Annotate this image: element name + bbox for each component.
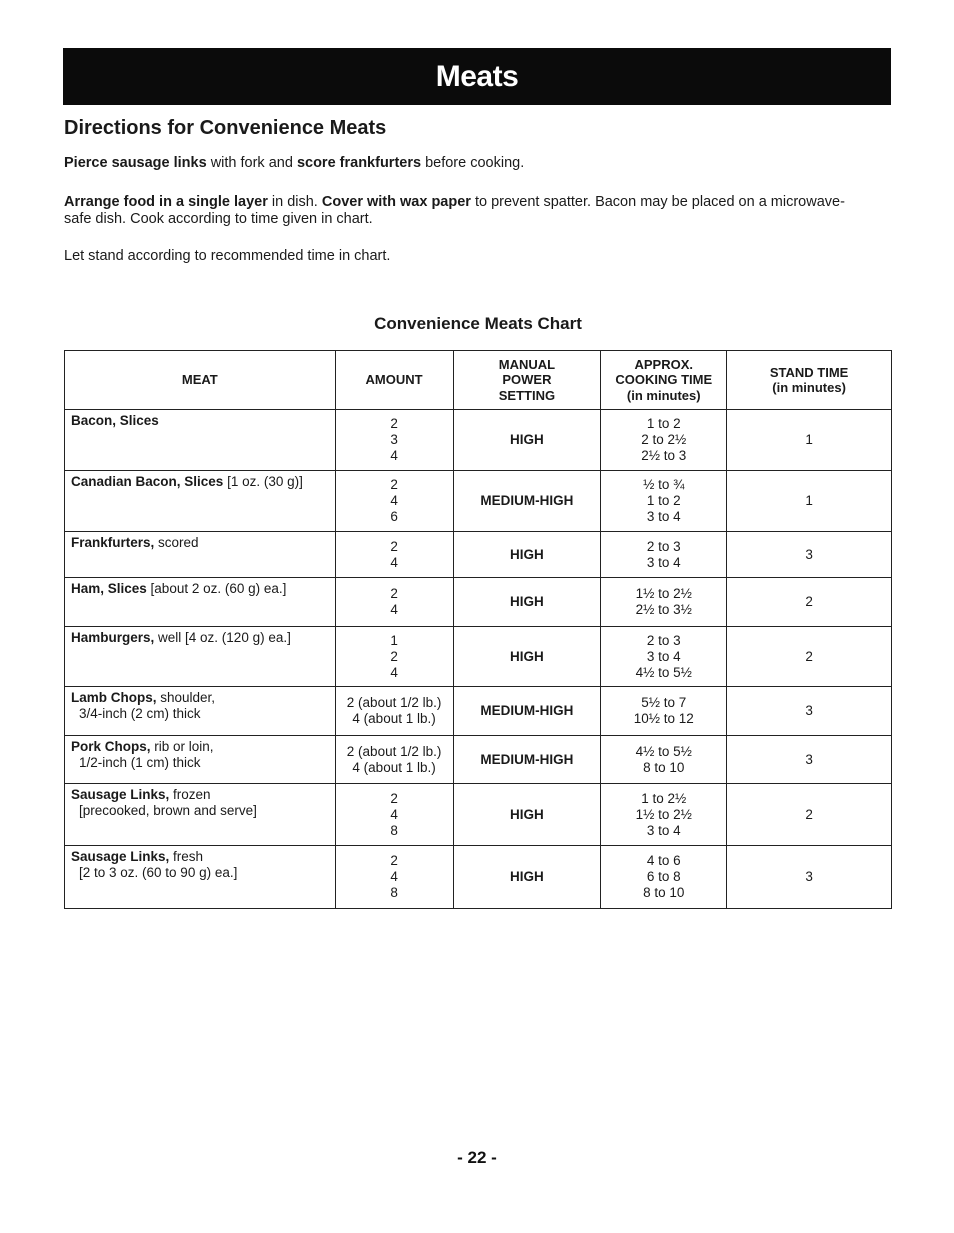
meat-name: Bacon, Slices [71, 413, 159, 428]
amount-value: 2 [390, 538, 398, 554]
cell-cooking-time [601, 471, 727, 532]
cooking-time-value: 6 to 8 [646, 869, 681, 884]
meat-detail-line2: [2 to 3 oz. (60 to 90 g) ea.] [79, 865, 238, 880]
cooking-time-value: 8 to 10 [643, 885, 685, 900]
amount-value: 1 [390, 632, 398, 648]
table-body [65, 410, 892, 909]
cell-cooking-time [601, 627, 727, 687]
amount-value: 4 [390, 664, 398, 680]
amount-value: 4 [390, 806, 398, 822]
cell-stand-time: 1 [727, 410, 892, 471]
meat-detail: [about 2 oz. (60 g) ea.] [146, 581, 287, 596]
cell-power-setting: MEDIUM-HIGH [453, 687, 601, 736]
header-meat [65, 351, 336, 410]
cell-stand-time: 2 [727, 578, 892, 627]
amount-value: 4 (about 1 lb.) [352, 711, 436, 726]
cell-power-setting: HIGH [453, 627, 601, 687]
cell-power-setting: HIGH [453, 578, 601, 627]
amount-value: 2 [390, 853, 398, 868]
cooking-time-value: 2½ to 3 [641, 448, 687, 463]
amount-value: 8 [390, 822, 398, 838]
page-banner-title: Meats [63, 48, 891, 105]
cell-amount [335, 846, 453, 909]
meat-detail: scored [154, 535, 199, 550]
meat-name: Canadian Bacon, Slices [71, 474, 224, 489]
paragraph-pierce [64, 155, 854, 172]
cell-power-setting: HIGH [453, 784, 601, 846]
cell-amount [335, 471, 453, 532]
header-power [453, 351, 601, 410]
header-line: STAND TIME [769, 364, 849, 380]
cooking-time-value: 1½ to 2½ [635, 586, 692, 601]
cell-cooking-time [601, 578, 727, 627]
cooking-time-value: 10½ to 12 [633, 711, 694, 726]
meat-detail: [1 oz. (30 g)] [223, 474, 303, 489]
cell-stand-time: 3 [727, 532, 892, 578]
table-row [65, 532, 892, 578]
cooking-time-value: 4 to 6 [646, 853, 681, 868]
paragraph-stand: Let stand according to recommended time in chart. [64, 248, 391, 264]
paragraph-text: to prevent spatter. Bacon may be placed on a microwave-safe dish. Cook according to time given in chart. [64, 194, 845, 227]
cooking-time-value: 3 to 4 [646, 509, 681, 524]
meat-detail: rib or loin, [150, 739, 214, 754]
cooking-time-value: 8 to 10 [643, 759, 685, 775]
cell-cooking-time [601, 532, 727, 578]
table-row [65, 736, 892, 784]
meat-name: Hamburgers, [71, 630, 155, 645]
paragraph-bold: Cover with wax paper [321, 194, 471, 210]
table-row [65, 784, 892, 846]
cell-amount [335, 578, 453, 627]
cell-stand-time: 3 [727, 687, 892, 736]
amount-value: 8 [390, 885, 398, 900]
amount-value: 2 (about 1/2 lb.) [346, 743, 442, 759]
page-number: - 22 - [457, 1148, 497, 1167]
paragraph-bold: Pierce sausage links [64, 155, 207, 171]
cell-stand-time: 3 [727, 846, 892, 909]
cell-power-setting: MEDIUM-HIGH [453, 736, 601, 784]
cell-meat [65, 410, 336, 471]
table-row [65, 627, 892, 687]
section-heading: Directions for Convenience Meats [64, 117, 387, 139]
amount-value: 4 [390, 448, 398, 463]
meat-detail: well [4 oz. (120 g) ea.] [154, 630, 291, 645]
cooking-time-value: 4½ to 5½ [635, 743, 692, 759]
paragraph-bold: score frankfurters [296, 155, 422, 171]
meat-name: Lamb Chops, [71, 690, 157, 705]
amount-value: 4 [390, 602, 398, 617]
cooking-time-value: 5½ to 7 [641, 695, 687, 710]
amount-value: 4 [390, 869, 398, 884]
cell-amount [335, 687, 453, 736]
meat-name: Frankfurters, [71, 535, 155, 550]
table-row [65, 846, 892, 909]
header-line: POWER [502, 372, 552, 388]
chart-title: Convenience Meats Chart [374, 314, 582, 333]
cooking-time-value: 1 to 2 [646, 493, 681, 508]
table-row [65, 578, 892, 627]
table-row [65, 471, 892, 532]
cell-meat [65, 532, 336, 578]
header-line: MEAT [181, 372, 218, 388]
cell-amount [335, 410, 453, 471]
cooking-time-value: 1 to 2 [646, 416, 681, 431]
amount-value: 2 [390, 477, 398, 492]
amount-value: 2 [390, 586, 398, 601]
cooking-time-value: 4½ to 5½ [635, 664, 692, 680]
cell-stand-time: 1 [727, 471, 892, 532]
cell-stand-time: 3 [727, 736, 892, 784]
cooking-time-value: ½ to ¾ [643, 477, 685, 492]
header-line: (in minutes) [772, 380, 846, 395]
cell-power-setting: MEDIUM-HIGH [453, 471, 601, 532]
meat-name: Sausage Links, [71, 787, 170, 802]
amount-value: 2 [390, 648, 398, 664]
header-line: MANUAL [498, 356, 556, 372]
meat-detail-line2: 3/4-inch (2 cm) thick [79, 706, 201, 721]
meat-name: Sausage Links, [71, 849, 170, 864]
cell-amount [335, 784, 453, 846]
cooking-time-value: 1½ to 2½ [635, 806, 692, 822]
meat-name: Pork Chops, [71, 739, 151, 754]
cell-meat [65, 846, 336, 909]
cell-meat [65, 627, 336, 687]
table-header-row [65, 351, 892, 410]
meat-detail-line2: [precooked, brown and serve] [79, 803, 257, 818]
amount-value: 2 [390, 416, 398, 431]
header-line: APPROX. [634, 356, 694, 372]
cell-meat [65, 471, 336, 532]
cell-meat [65, 687, 336, 736]
cell-stand-time: 2 [727, 784, 892, 846]
meat-detail: shoulder, [156, 690, 216, 705]
table-row [65, 410, 892, 471]
convenience-meats-table [64, 350, 892, 909]
cell-cooking-time [601, 846, 727, 909]
amount-value: 4 [390, 493, 398, 508]
header-line: (in minutes) [626, 387, 701, 403]
amount-value: 3 [390, 432, 398, 447]
cell-power-setting: HIGH [453, 532, 601, 578]
cell-amount [335, 627, 453, 687]
meat-detail: fresh [169, 849, 204, 864]
meat-name: Ham, Slices [71, 581, 147, 596]
paragraph-text: with fork and [206, 155, 297, 171]
amount-value: 6 [390, 509, 398, 524]
cooking-time-value: 3 to 4 [646, 648, 681, 664]
cooking-time-value: 1 to 2½ [641, 790, 687, 806]
meat-detail: frozen [169, 787, 211, 802]
header-cooking-time [601, 351, 727, 410]
cell-cooking-time [601, 736, 727, 784]
amount-value: 2 [390, 790, 398, 806]
header-line: AMOUNT [365, 372, 423, 388]
cell-cooking-time [601, 687, 727, 736]
cooking-time-value: 2 to 2½ [641, 432, 687, 447]
amount-value: 4 (about 1 lb.) [352, 759, 436, 775]
meat-detail-line2: 1/2-inch (1 cm) thick [79, 755, 201, 770]
table-row [65, 687, 892, 736]
cooking-time-value: 3 to 4 [646, 822, 681, 838]
amount-value: 2 (about 1/2 lb.) [346, 695, 442, 710]
cooking-time-value: 3 to 4 [646, 554, 681, 570]
header-amount [335, 351, 453, 410]
cooking-time-value: 2½ to 3½ [635, 602, 692, 617]
paragraph-text: before cooking. [421, 155, 525, 171]
cooking-time-value: 2 to 3 [646, 632, 681, 648]
paragraph-text: in dish. [267, 194, 322, 210]
cell-stand-time: 2 [727, 627, 892, 687]
cell-meat [65, 578, 336, 627]
cooking-time-value: 2 to 3 [646, 538, 681, 554]
amount-value: 4 [390, 554, 398, 570]
header-line: SETTING [498, 387, 556, 403]
cell-cooking-time [601, 784, 727, 846]
cell-cooking-time [601, 410, 727, 471]
cell-amount [335, 532, 453, 578]
cell-amount [335, 736, 453, 784]
cell-power-setting: HIGH [453, 846, 601, 909]
paragraph-bold: Arrange food in a single layer [64, 194, 268, 210]
header-stand-time [727, 351, 892, 410]
header-line: COOKING TIME [615, 372, 713, 388]
paragraph-arrange [64, 194, 854, 228]
cell-power-setting: HIGH [453, 410, 601, 471]
cell-meat [65, 736, 336, 784]
cell-meat [65, 784, 336, 846]
